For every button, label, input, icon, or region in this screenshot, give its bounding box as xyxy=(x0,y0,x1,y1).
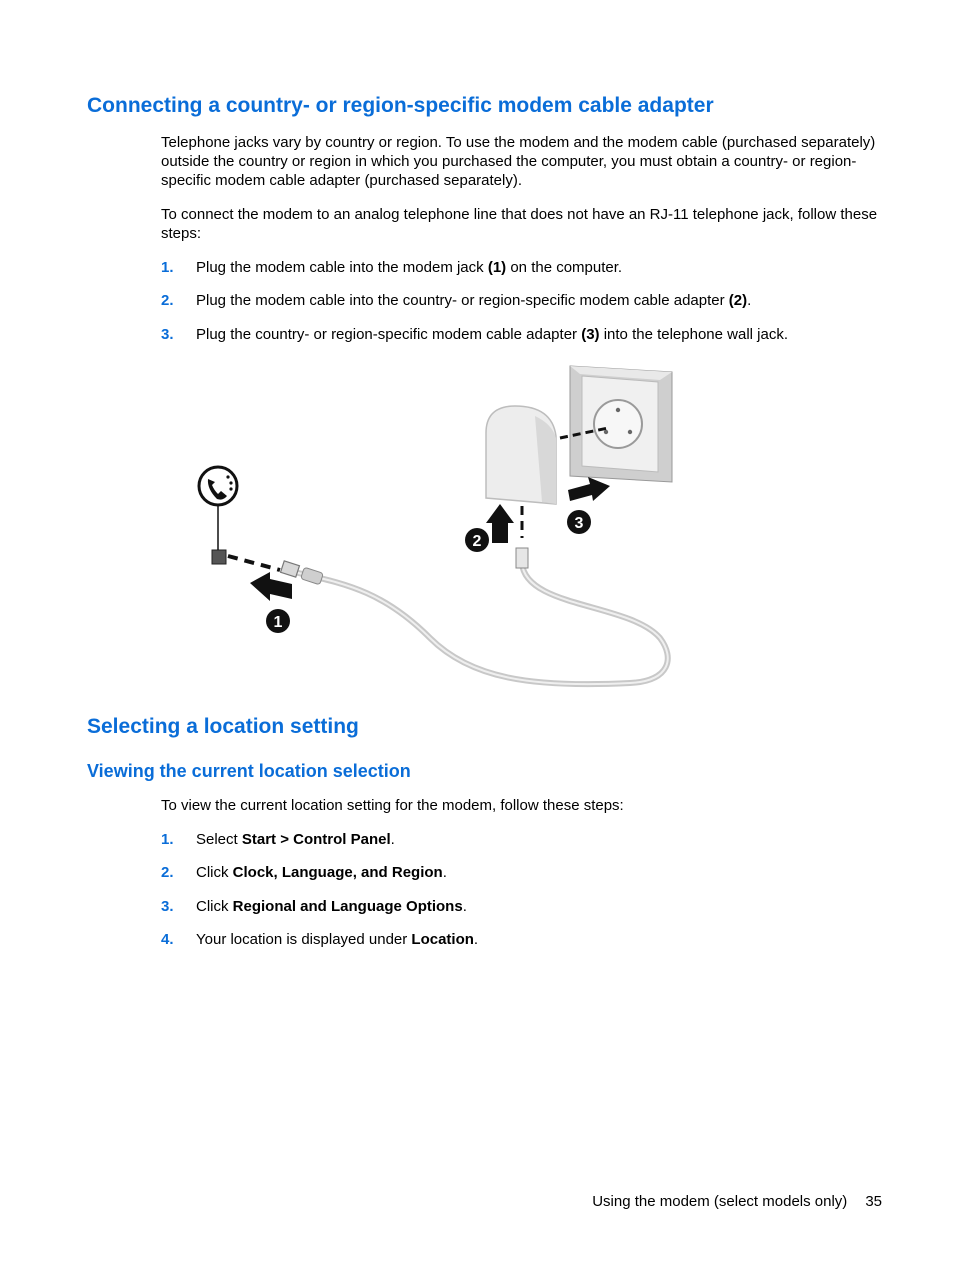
intro-paragraph: Telephone jacks vary by country or region. To use the modem and the modem cable (purchased separately) outside the country or region in which you purchased the computer, you must obtain a country- or region-specific modem cable adapter (purchased separately). xyxy=(161,134,876,189)
subsection-heading-view-location: Viewing the current location selection xyxy=(87,761,411,781)
footer-title: Using the modem (select models only) xyxy=(592,1193,848,1210)
arrow-icon xyxy=(250,572,292,601)
svg-text:1: 1 xyxy=(273,614,283,631)
step-text: Click Clock, Language, and Region. xyxy=(196,864,447,881)
modem-jack-icon xyxy=(199,467,237,564)
step-text: Click Regional and Language Options. xyxy=(196,898,467,915)
svg-text:3: 3 xyxy=(574,515,584,532)
page-footer xyxy=(500,1193,882,1210)
step-number: 3. xyxy=(161,326,174,343)
arrow-icon xyxy=(486,504,514,543)
section-heading-location: Selecting a location setting xyxy=(87,715,359,738)
step-text: Plug the modem cable into the modem jack (1) on the computer. xyxy=(196,259,623,276)
svg-text:2: 2 xyxy=(472,533,482,550)
step-number: 2. xyxy=(161,864,174,881)
step-number: 3. xyxy=(161,898,174,915)
step-number: 4. xyxy=(161,931,174,948)
arrow-icon xyxy=(568,477,610,501)
step-number: 2. xyxy=(161,292,174,309)
step-text: Plug the modem cable into the country- or region-specific modem cable adapter (2). xyxy=(196,292,752,309)
section-heading-modem-adapter: Connecting a country- or region-specific modem cable adapter xyxy=(87,94,714,117)
location-intro-paragraph: To view the current location setting for the modem, follow these steps: xyxy=(161,797,624,814)
page-number: 35 xyxy=(865,1193,882,1210)
modem-adapter-illustration xyxy=(190,358,680,693)
step-number: 1. xyxy=(161,259,174,276)
step-number: 1. xyxy=(161,831,174,848)
wall-jack-icon xyxy=(570,366,672,482)
cable-adapter-icon xyxy=(486,406,556,504)
step-text: Select Start > Control Panel. xyxy=(196,831,395,848)
step-text: Your location is displayed under Location. xyxy=(196,931,479,948)
step-text: Plug the country- or region-specific modem cable adapter (3) into the telephone wall jack. xyxy=(196,326,788,343)
steps-intro-paragraph: To connect the modem to an analog telephone line that does not have an RJ-11 telephone jack, follow these steps: xyxy=(161,206,878,242)
